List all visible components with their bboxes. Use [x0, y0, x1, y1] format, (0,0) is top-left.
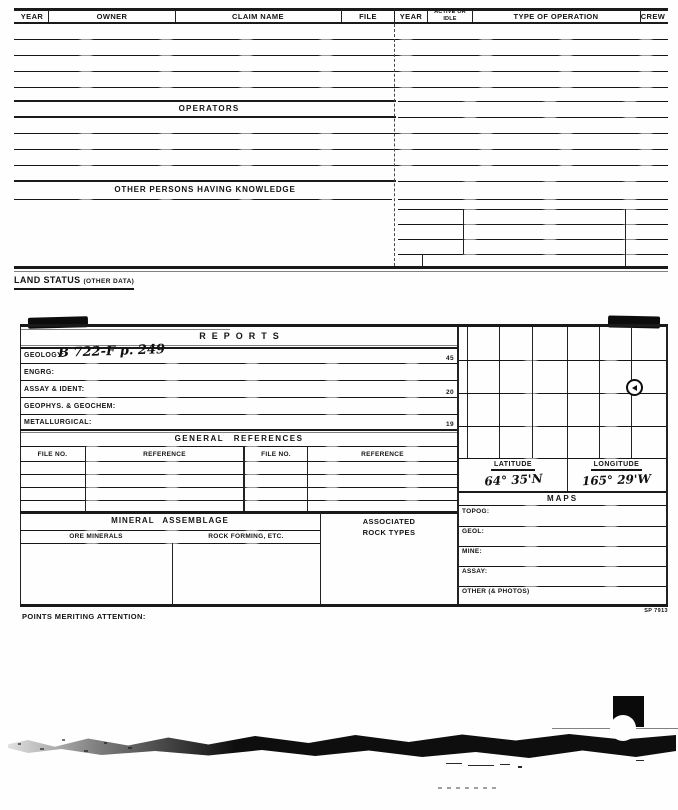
genref-column-divider — [307, 446, 308, 511]
rule — [20, 429, 457, 431]
column-header-owner: OWNER — [96, 12, 128, 21]
longitude-label: LONGITUDE — [591, 461, 643, 471]
column-divider — [427, 10, 428, 22]
table-row-line — [14, 199, 392, 200]
associated-rock-types-heading: ASSOCIATED ROCK TYPES — [362, 517, 416, 538]
report-row-line — [20, 363, 457, 364]
rule — [14, 22, 668, 24]
rule — [459, 491, 666, 493]
map-row-label: TOPOG: — [462, 508, 490, 515]
reports-section-title: REPORTS — [199, 331, 285, 341]
latitude-header — [459, 461, 567, 471]
table-row-line — [398, 117, 668, 118]
table-row-line — [398, 101, 668, 102]
geology-handwritten-entry: B 722-F p. 249 — [57, 342, 166, 361]
longitude-handwritten-value: 165° 29'W — [581, 471, 652, 489]
map-row-label: ASSAY: — [462, 568, 488, 575]
land-status-label: LAND STATUS — [14, 275, 81, 285]
report-ref-number: 20 — [445, 389, 454, 396]
table-row-line — [14, 55, 668, 56]
rule — [14, 100, 396, 102]
general-references-title: GENERAL REFERENCES — [174, 434, 304, 443]
latitude-handwritten-value: 64° 35'N — [484, 471, 543, 489]
map-row-line — [459, 526, 666, 527]
map-row-label: GEOL: — [462, 528, 485, 535]
column-header-crew: CREW — [640, 12, 666, 21]
maps-section-title: MAPS — [546, 494, 579, 503]
points-meriting-attention-heading: POINTS MERITING ATTENTION: — [22, 612, 146, 621]
genref-column-header: FILE NO. — [37, 451, 68, 458]
rule — [20, 530, 320, 531]
cell-divider — [422, 254, 423, 266]
report-row-label: GEOLOGY: — [24, 352, 65, 359]
cell-divider — [463, 209, 464, 254]
smudge-crescent-gap — [610, 715, 636, 741]
center-divider — [394, 8, 395, 24]
report-ref-number: 19 — [445, 421, 454, 428]
table-row-line — [398, 209, 668, 210]
grid-line — [459, 458, 666, 459]
genref-column-divider — [243, 446, 245, 511]
grid-line — [459, 426, 666, 427]
rule — [20, 432, 457, 433]
table-row-line — [14, 39, 668, 40]
rule — [14, 116, 396, 118]
table-row-line — [14, 133, 668, 134]
mineral-column-divider — [320, 511, 321, 604]
report-row-label: METALLURGICAL: — [24, 419, 92, 426]
table-row-line — [398, 254, 668, 255]
rule — [20, 604, 668, 607]
cell-divider — [625, 209, 626, 266]
mineral-assemblage-title: MINERAL ASSEMBLAGE — [111, 516, 229, 525]
table-row-line — [14, 165, 668, 166]
rule — [20, 543, 320, 544]
grid-line — [459, 360, 666, 361]
center-divider — [394, 24, 395, 266]
rock-forming-header: ROCK FORMING, ETC. — [208, 533, 284, 540]
map-row-label: MINE: — [462, 548, 482, 555]
panel-left-border — [20, 327, 21, 607]
table-row-line — [14, 71, 668, 72]
land-status-sub-label: (OTHER DATA) — [83, 278, 135, 285]
scan-dash — [518, 766, 522, 768]
map-row-line — [459, 586, 666, 587]
table-row-line — [14, 87, 668, 88]
table-row-line — [398, 181, 668, 182]
rule — [20, 511, 458, 514]
scan-dash — [446, 763, 462, 764]
column-header-year: YEAR — [20, 12, 44, 21]
genref-column-header: REFERENCE — [143, 451, 186, 458]
rule — [14, 266, 668, 269]
latitude-label: LATITUDE — [491, 461, 535, 471]
land-status-heading — [14, 275, 134, 290]
column-header-active-or-idle: ACTIVE OR IDLE — [434, 9, 466, 22]
rule — [20, 324, 668, 327]
report-row-label: GEOPHYS. & GEOCHEM: — [24, 403, 116, 410]
location-marker-icon — [626, 379, 643, 396]
map-row-line — [459, 546, 666, 547]
scan-smudge-band — [8, 733, 676, 758]
scan-dash — [500, 764, 510, 765]
rule — [14, 271, 668, 272]
table-row-line — [398, 239, 668, 240]
scan-dash — [468, 765, 494, 766]
other-persons-section-heading: OTHER PERSONS HAVING KNOWLEDGE — [114, 185, 296, 194]
rule — [459, 505, 666, 506]
map-row-line — [459, 566, 666, 567]
scan-dotted-marks — [438, 787, 496, 789]
form-number: SP 7913 — [644, 608, 668, 614]
table-row-line — [398, 224, 668, 225]
operators-section-heading: OPERATORS — [178, 104, 240, 113]
column-header-claim-name: CLAIM NAME — [232, 12, 284, 21]
mineral-column-divider — [172, 543, 173, 604]
genref-column-header: REFERENCE — [361, 451, 404, 458]
marker-arrow — [632, 385, 637, 391]
scan-speck — [62, 739, 65, 741]
report-row-line — [20, 380, 457, 381]
panel-right-border — [666, 327, 668, 607]
column-header-year2: YEAR — [399, 12, 423, 21]
genref-column-header: FILE NO. — [261, 451, 291, 458]
longitude-header — [567, 461, 666, 471]
report-ref-number: 45 — [445, 355, 454, 362]
report-row-line — [20, 397, 457, 398]
map-row-label: OTHER (& PHOTOS) — [462, 588, 530, 595]
table-row-line — [14, 149, 668, 150]
report-row-label: ENGRG: — [24, 369, 55, 376]
genref-column-divider — [85, 446, 86, 511]
rule — [20, 329, 230, 330]
report-row-line — [20, 414, 457, 415]
column-header-type-of-operation: TYPE OF OPERATION — [513, 12, 599, 21]
report-row-label: ASSAY & IDENT: — [24, 386, 85, 393]
table-row-line — [398, 199, 668, 200]
column-header-file: FILE — [359, 12, 377, 21]
rule — [14, 180, 396, 182]
ore-minerals-header: ORE MINERALS — [69, 533, 123, 540]
scan-dash — [636, 760, 644, 761]
